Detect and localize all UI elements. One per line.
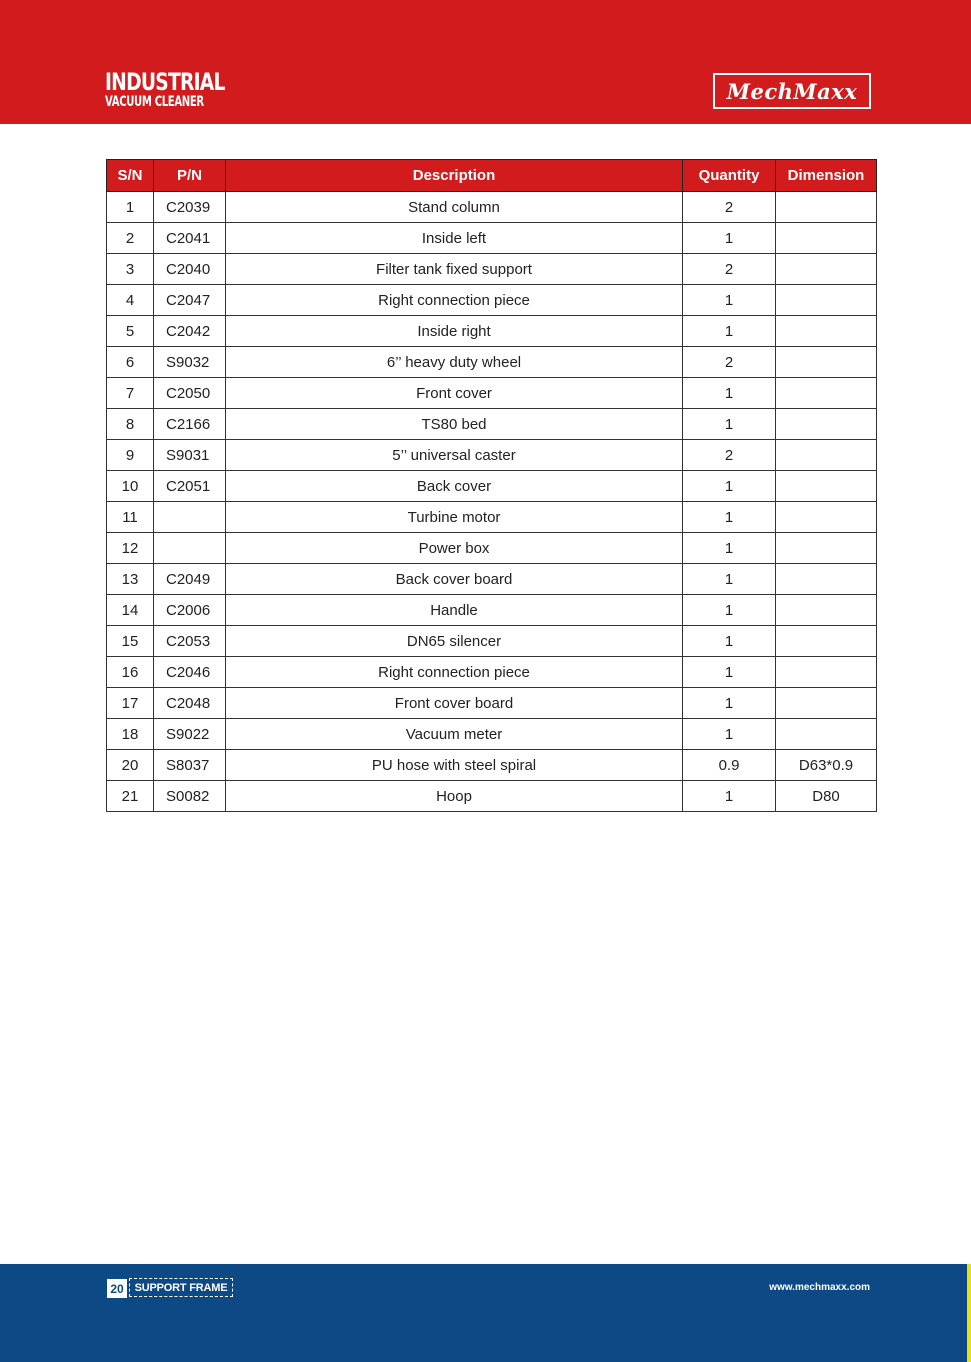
cell-sn: 2 — [107, 223, 154, 254]
cell-dimension — [776, 471, 877, 502]
column-header-description: Description — [226, 160, 683, 192]
cell-dimension — [776, 595, 877, 626]
table-row — [107, 564, 877, 595]
cell-dimension — [776, 316, 877, 347]
cell-sn: 20 — [107, 750, 154, 781]
cell-description: Right connection piece — [226, 285, 683, 316]
cell-dimension — [776, 223, 877, 254]
cell-dimension — [776, 719, 877, 750]
cell-pn: C2040 — [154, 254, 226, 285]
table-row — [107, 657, 877, 688]
cell-quantity: 2 — [683, 440, 776, 471]
cell-pn: C2042 — [154, 316, 226, 347]
cell-dimension — [776, 347, 877, 378]
brand-logo: MechMaxx — [713, 73, 871, 109]
cell-quantity: 1 — [683, 626, 776, 657]
cell-quantity: 2 — [683, 347, 776, 378]
cell-pn — [154, 533, 226, 564]
parts-table-body — [107, 192, 877, 812]
cell-quantity: 1 — [683, 688, 776, 719]
cell-description: Inside left — [226, 223, 683, 254]
cell-dimension — [776, 409, 877, 440]
table-row — [107, 595, 877, 626]
table-row — [107, 719, 877, 750]
cell-sn: 7 — [107, 378, 154, 409]
cell-dimension — [776, 564, 877, 595]
cell-pn: S9022 — [154, 719, 226, 750]
cell-sn: 5 — [107, 316, 154, 347]
cell-pn: C2166 — [154, 409, 226, 440]
cell-description: 5’’ universal caster — [226, 440, 683, 471]
cell-description: Stand column — [226, 192, 683, 223]
cell-dimension — [776, 688, 877, 719]
cell-sn: 3 — [107, 254, 154, 285]
cell-description: Vacuum meter — [226, 719, 683, 750]
cell-quantity: 1 — [683, 595, 776, 626]
cell-dimension — [776, 440, 877, 471]
cell-description: DN65 silencer — [226, 626, 683, 657]
cell-dimension — [776, 657, 877, 688]
cell-description: PU hose with steel spiral — [226, 750, 683, 781]
cell-quantity: 1 — [683, 285, 776, 316]
page-number: 20 — [107, 1279, 127, 1298]
cell-dimension: D63*0.9 — [776, 750, 877, 781]
cell-quantity: 1 — [683, 471, 776, 502]
cell-sn: 11 — [107, 502, 154, 533]
cell-pn: C2039 — [154, 192, 226, 223]
cell-description: Front cover board — [226, 688, 683, 719]
parts-table — [106, 159, 877, 812]
table-row — [107, 688, 877, 719]
cell-description: Handle — [226, 595, 683, 626]
cell-quantity: 2 — [683, 254, 776, 285]
cell-sn: 17 — [107, 688, 154, 719]
table-row — [107, 533, 877, 564]
cell-quantity: 1 — [683, 502, 776, 533]
cell-pn: S9031 — [154, 440, 226, 471]
table-row — [107, 750, 877, 781]
cell-sn: 15 — [107, 626, 154, 657]
cell-sn: 12 — [107, 533, 154, 564]
cell-sn: 4 — [107, 285, 154, 316]
cell-pn: S0082 — [154, 781, 226, 812]
cell-pn: C2041 — [154, 223, 226, 254]
cell-description: Inside right — [226, 316, 683, 347]
cell-pn: C2049 — [154, 564, 226, 595]
cell-description: Filter tank fixed support — [226, 254, 683, 285]
table-row — [107, 378, 877, 409]
cell-sn: 18 — [107, 719, 154, 750]
cell-description: Hoop — [226, 781, 683, 812]
footer-edge-stripe — [967, 1264, 971, 1362]
cell-description: Back cover board — [226, 564, 683, 595]
cell-sn: 14 — [107, 595, 154, 626]
cell-quantity: 1 — [683, 378, 776, 409]
table-row — [107, 347, 877, 378]
table-header-row — [107, 160, 877, 192]
cell-description: Front cover — [226, 378, 683, 409]
cell-quantity: 1 — [683, 533, 776, 564]
table-row — [107, 316, 877, 347]
cell-sn: 1 — [107, 192, 154, 223]
cell-pn: C2050 — [154, 378, 226, 409]
cell-quantity: 1 — [683, 223, 776, 254]
website-link[interactable]: www.mechmaxx.com — [769, 1282, 870, 1293]
column-header-quantity: Quantity — [683, 160, 776, 192]
cell-description: Turbine motor — [226, 502, 683, 533]
page-header — [0, 0, 971, 124]
cell-pn: S9032 — [154, 347, 226, 378]
cell-quantity: 1 — [683, 316, 776, 347]
table-row — [107, 409, 877, 440]
cell-quantity: 1 — [683, 564, 776, 595]
table-row — [107, 502, 877, 533]
cell-pn: C2046 — [154, 657, 226, 688]
cell-description: 6’’ heavy duty wheel — [226, 347, 683, 378]
cell-pn: C2048 — [154, 688, 226, 719]
table-row — [107, 192, 877, 223]
table-row — [107, 254, 877, 285]
column-header-dimension: Dimension — [776, 160, 877, 192]
cell-dimension: D80 — [776, 781, 877, 812]
cell-sn: 10 — [107, 471, 154, 502]
cell-description: Back cover — [226, 471, 683, 502]
cell-sn: 9 — [107, 440, 154, 471]
cell-dimension — [776, 285, 877, 316]
cell-dimension — [776, 626, 877, 657]
table-row — [107, 471, 877, 502]
cell-quantity: 0.9 — [683, 750, 776, 781]
cell-sn: 21 — [107, 781, 154, 812]
product-title-line2: VACUUM CLEANER — [105, 94, 204, 110]
product-title-line1: INDUSTRIAL — [105, 68, 225, 96]
cell-sn: 8 — [107, 409, 154, 440]
cell-description: TS80 bed — [226, 409, 683, 440]
cell-pn: C2051 — [154, 471, 226, 502]
column-header-sn: S/N — [107, 160, 154, 192]
cell-pn: S8037 — [154, 750, 226, 781]
table-row — [107, 285, 877, 316]
cell-dimension — [776, 502, 877, 533]
cell-pn: C2047 — [154, 285, 226, 316]
product-title — [105, 70, 258, 109]
cell-pn: C2006 — [154, 595, 226, 626]
cell-quantity: 1 — [683, 657, 776, 688]
cell-quantity: 2 — [683, 192, 776, 223]
cell-sn: 16 — [107, 657, 154, 688]
cell-pn — [154, 502, 226, 533]
cell-pn: C2053 — [154, 626, 226, 657]
column-header-pn: P/N — [154, 160, 226, 192]
cell-dimension — [776, 192, 877, 223]
cell-quantity: 1 — [683, 719, 776, 750]
cell-dimension — [776, 254, 877, 285]
cell-sn: 6 — [107, 347, 154, 378]
cell-description: Power box — [226, 533, 683, 564]
table-row — [107, 223, 877, 254]
cell-quantity: 1 — [683, 409, 776, 440]
cell-dimension — [776, 533, 877, 564]
cell-quantity: 1 — [683, 781, 776, 812]
table-row — [107, 626, 877, 657]
cell-dimension — [776, 378, 877, 409]
table-row — [107, 440, 877, 471]
cell-sn: 13 — [107, 564, 154, 595]
table-row — [107, 781, 877, 812]
cell-description: Right connection piece — [226, 657, 683, 688]
section-label: SUPPORT FRAME — [129, 1278, 233, 1297]
